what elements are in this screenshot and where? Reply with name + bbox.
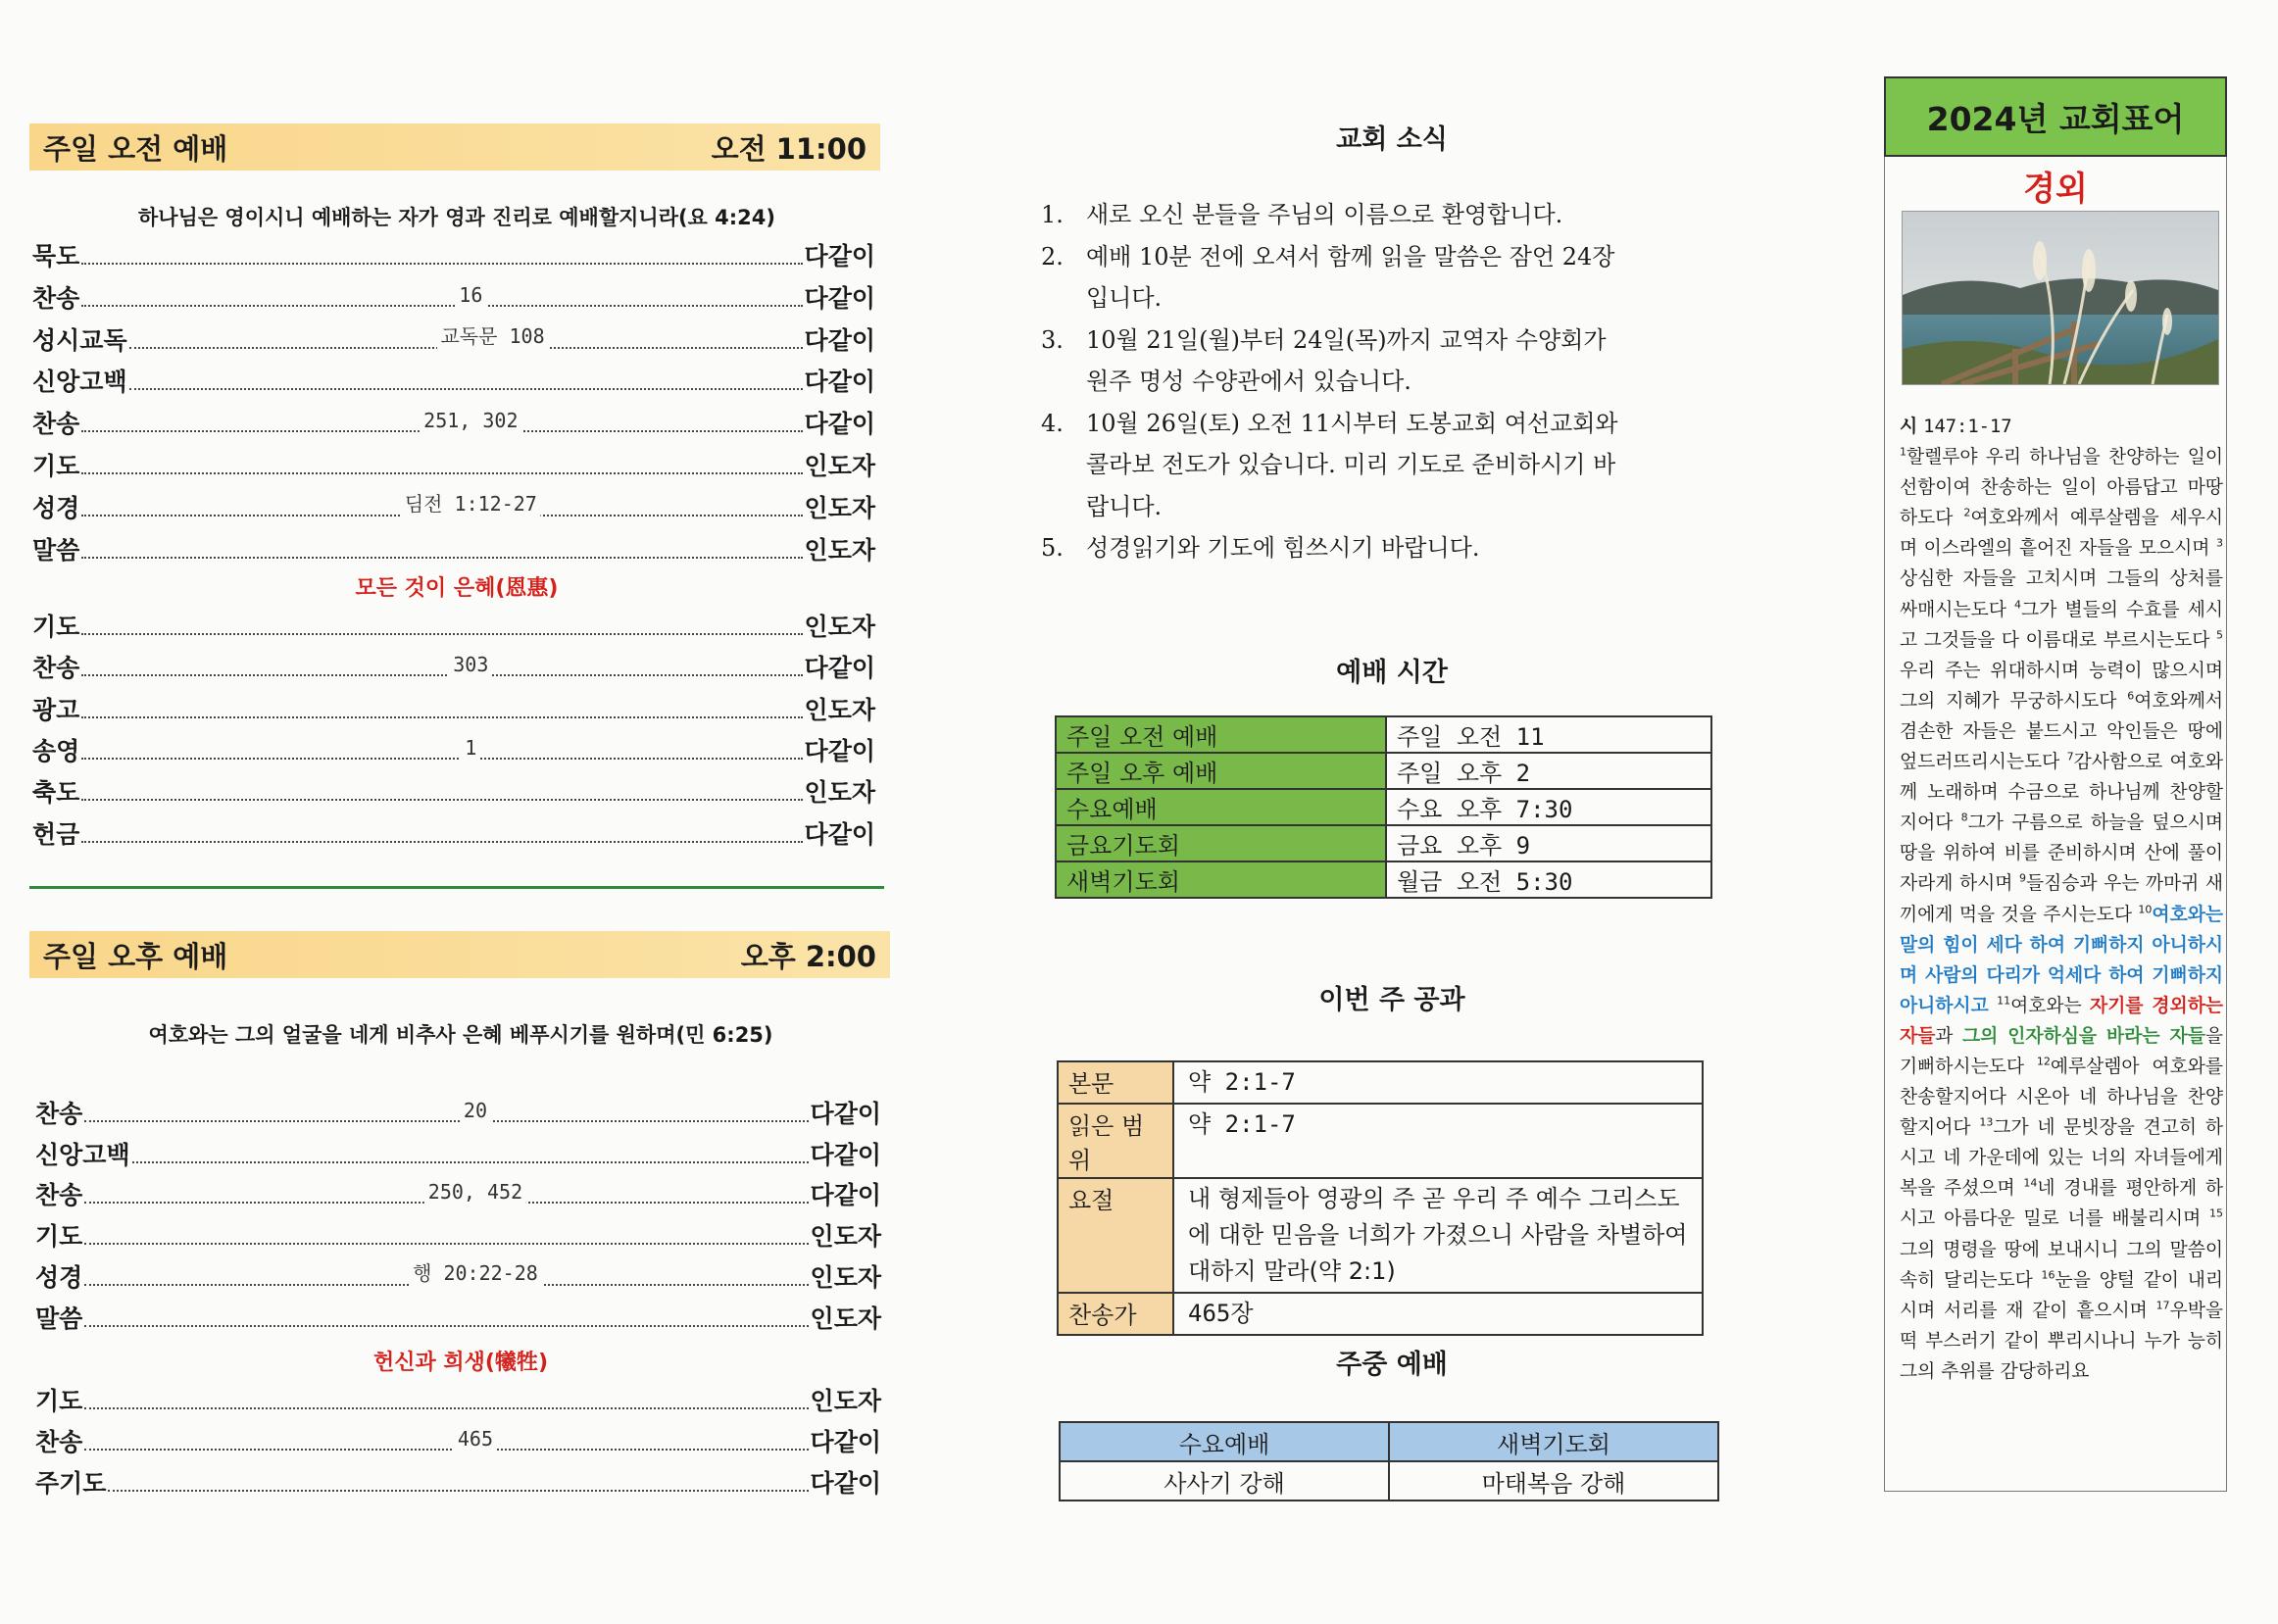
order-item-detail: 20 <box>460 1099 491 1122</box>
order-item <box>32 813 875 851</box>
lesson-title: 이번 주 공과 <box>1318 985 1465 1015</box>
news-text: 랍니다. <box>1086 492 1163 520</box>
order-item <box>32 606 875 643</box>
order-item-label: 성경 <box>32 493 80 522</box>
news-line <box>1041 444 1688 486</box>
order-item-label: 기도 <box>32 613 80 641</box>
afternoon-service-header <box>29 931 890 978</box>
lesson-value: 약 2:1-7 <box>1173 1104 1703 1178</box>
news-line <box>1041 403 1688 445</box>
service-time: 주일 오후 2 <box>1386 753 1711 789</box>
leader-dots <box>108 1489 808 1492</box>
leader-dots <box>81 556 802 559</box>
news-number: 5. <box>1041 534 1064 562</box>
pampas-grass-photo <box>1902 211 2219 385</box>
news-text: 10월 26일(토) 오전 11시부터 도봉교회 여선교회와 <box>1086 409 1618 437</box>
lesson-value: 465장 <box>1173 1293 1703 1335</box>
news-indent <box>1041 277 1086 320</box>
order-item-detail: 465 <box>454 1427 497 1451</box>
order-item-label: 말씀 <box>32 535 80 565</box>
order-item <box>35 1462 881 1500</box>
afternoon-sermon-title: 헌신과 희생(犧牲) <box>372 1351 549 1375</box>
service-name: 수요예배 <box>1056 789 1386 825</box>
order-item-label: 성경 <box>35 1262 83 1292</box>
leader-dots <box>84 1242 808 1245</box>
order-item <box>35 1215 881 1253</box>
order-item <box>32 689 875 726</box>
motto-title-box <box>1884 76 2227 157</box>
news-text: 성경읽기와 기도에 힘쓰시기 바랍니다. <box>1086 534 1480 562</box>
leader-dots <box>84 1180 808 1205</box>
order-item-label: 찬송 <box>32 410 80 439</box>
morning-verse: 하나님은 영이시니 예배하는 자가 영과 진리로 예배할지니라(요 4:24) <box>137 206 776 229</box>
order-item-label: 성시교독 <box>32 325 127 355</box>
order-item-label: 찬송 <box>35 1428 83 1456</box>
order-item <box>32 320 875 357</box>
order-item-label: 기도 <box>35 1222 83 1252</box>
order-item <box>35 1134 881 1171</box>
weekday-value-wed: 사사기 강해 <box>1060 1461 1389 1501</box>
morning-service-title: 주일 오전 예배 <box>43 131 228 166</box>
leader-dots <box>81 653 802 677</box>
news-line <box>1041 361 1688 403</box>
leader-dots <box>81 282 802 307</box>
leader-dots <box>81 735 802 760</box>
order-item <box>32 529 875 566</box>
order-item-label: 묵도 <box>32 242 80 271</box>
section-divider <box>29 886 884 889</box>
morning-sermon-title: 모든 것이 은혜(恩惠) <box>355 576 559 601</box>
order-item-leader: 인도자 <box>810 1387 881 1415</box>
order-item-detail: 교독문 108 <box>436 320 548 349</box>
afternoon-verse: 여호와는 그의 얼굴을 네게 비추사 은혜 베푸시기를 원하며(민 6:25) <box>148 1023 773 1047</box>
news-number: 2. <box>1041 242 1064 271</box>
news-line <box>1041 194 1688 236</box>
leader-dots <box>132 1160 809 1163</box>
order-item-leader: 다같이 <box>804 325 875 355</box>
news-line <box>1041 486 1688 528</box>
order-item-label: 광고 <box>32 695 80 724</box>
news-text: 예배 10분 전에 오셔서 함께 읽을 말씀은 잠언 24장 <box>1086 242 1615 271</box>
service-time: 주일 오전 11 <box>1386 716 1711 753</box>
afternoon-service-title: 주일 오후 예배 <box>43 939 228 973</box>
order-item <box>35 1298 881 1335</box>
leader-dots <box>81 632 802 635</box>
news-text: 10월 21일(월)부터 24일(목)까지 교역자 수양회가 <box>1086 325 1607 354</box>
weekday-table <box>1059 1421 1719 1501</box>
order-item <box>35 1256 881 1294</box>
order-item-leader: 인도자 <box>804 695 875 724</box>
lesson-row <box>1058 1293 1703 1335</box>
lesson-key: 찬송가 <box>1058 1293 1173 1335</box>
order-item-leader: 인도자 <box>810 1304 881 1333</box>
news-number: 3. <box>1041 325 1064 354</box>
order-item-label: 찬송 <box>32 283 80 313</box>
leader-dots <box>81 491 802 517</box>
order-item-label: 헌금 <box>32 819 80 849</box>
leader-dots <box>81 715 802 718</box>
order-item-leader: 인도자 <box>804 535 875 565</box>
order-item <box>35 1421 881 1458</box>
order-item-leader: 다같이 <box>810 1140 881 1169</box>
news-text: 입니다. <box>1086 284 1163 312</box>
leader-dots <box>84 1324 808 1327</box>
psalm-reference: 147:1-17 <box>1923 417 2012 437</box>
motto-word: 경외 <box>2023 170 2088 209</box>
lesson-row <box>1058 1104 1703 1178</box>
order-item-label: 찬송 <box>32 654 80 683</box>
order-item-leader: 다같이 <box>810 1100 881 1128</box>
leader-dots <box>81 840 802 843</box>
news-line <box>1041 527 1688 569</box>
order-item-leader: 다같이 <box>810 1469 881 1498</box>
order-item <box>32 647 875 684</box>
leader-dots <box>84 1427 808 1451</box>
leader-dots <box>129 387 803 390</box>
psalm-text: 시 147:1-17 $^1$할렐루야 우리 하나님을 찬양하는 일이 선함이여 찬송하는 일이 아름답고 마땅하도다 $^2$여호와께서 예루살렘을 세우시며 이스라엘의 흩어진 자들을 모으시며 $^3$상심한 자들을 고치시며 그들의 상처를 싸매시는도다 $^4$그가 별들의 수효를 세시고 그것들을 다 이름대로 부르시는도다 $^5$우리 주는 위대하시며 능력이 많으시며 그의 지혜가 무궁하시도다 $^6$여호와께서 겸손한 자들은 붙드시고 악인들은 땅에 엎드러뜨리시는도다 $^7$감사함으로 여호와께 노래하며 수금으로 하나님께 찬양할지어다 $^8$그가 구름으로 하늘을 덮으시며 땅을 위하여 비를 준비하시며 산에 풀이 자라게 하시며 $^9$들짐승과 우는 까마귀 새끼에게 먹을 것을 주시는도다 $^{10}$여호와는 말의 힘이 세다 하여 기뻐하지 아니하시며 사람의 다리가 억세다 하여 기뻐하지 아니하시고 $^{11}$여호와는 자기를 경외하는 자들과 그의 인자하심을 바라는 자들을 기뻐하시는도다 $^{12}$예루살렘아 여호와를 찬송할지어다 시온아 네 하나님을 찬양할지어다 $^{13}$그가 네 문빗장을 견고히 하시고 네 가운데에 있는 너의 자녀들에게 복을 주셨으며 $^{14}$네 경내를 평안하게 하시고 아름다운 밀로 너를 배불리시며 $^{15}$그의 명령을 땅에 보내시니 그의 말씀이 속히 달리는도다 $^{16}$눈을 양털 같이 내리시며 서리를 재 같이 흩으시며 $^{17}$우박을 떡 부스러기 같이 뿌리시나니 누가 능히 그의 추위를 감당하리요 <box>1900 417 2224 1382</box>
service-time: 수요 오후 7:30 <box>1386 789 1711 825</box>
order-item-leader: 인도자 <box>810 1222 881 1252</box>
news-text: 새로 오신 분들을 주님의 이름으로 환영합니다. <box>1086 201 1563 228</box>
lesson-row <box>1058 1061 1703 1104</box>
order-item-detail: 1 <box>461 736 480 760</box>
service-times-title: 예배 시간 <box>1336 658 1448 688</box>
order-item <box>32 730 875 767</box>
order-item <box>35 1174 881 1211</box>
order-item-leader: 다같이 <box>804 654 875 683</box>
leader-dots <box>81 471 802 474</box>
lesson-table <box>1057 1060 1704 1336</box>
order-item-label: 찬송 <box>35 1100 83 1128</box>
order-item-label: 주기도 <box>35 1469 107 1498</box>
service-time-row <box>1056 716 1711 753</box>
psalm-book: 시 <box>1900 417 1918 437</box>
order-item-label: 신앙고백 <box>32 368 127 397</box>
order-item-detail: 250, 452 <box>424 1180 526 1204</box>
order-item-detail: 16 <box>455 283 486 307</box>
order-item-leader: 다같이 <box>810 1181 881 1210</box>
weekday-title: 주중 예배 <box>1336 1350 1448 1380</box>
news-text: 원주 명성 수양관에서 있습니다. <box>1086 368 1411 395</box>
lesson-key: 본문 <box>1058 1061 1173 1104</box>
order-item-label: 찬송 <box>35 1181 83 1210</box>
order-item-detail: 251, 302 <box>420 409 521 432</box>
order-item <box>35 1380 881 1417</box>
lesson-value: 약 2:1-7 <box>1173 1061 1703 1104</box>
news-indent <box>1041 486 1086 528</box>
order-item <box>32 235 875 272</box>
weekday-value-dawn: 마태복음 강해 <box>1389 1461 1718 1501</box>
order-item-detail: 딤전 1:12-27 <box>401 488 541 517</box>
news-text: 콜라보 전도가 있습니다. 미리 기도로 준비하시기 바 <box>1086 451 1616 478</box>
service-name: 금요기도회 <box>1056 825 1386 861</box>
order-item-label: 기도 <box>35 1387 83 1415</box>
leader-dots <box>81 262 802 265</box>
motto-title: 2024년 교회표어 <box>1926 99 2185 138</box>
service-time-row <box>1056 753 1711 789</box>
news-number: 4. <box>1041 409 1064 437</box>
order-item-label: 송영 <box>32 736 80 765</box>
service-time-row <box>1056 825 1711 861</box>
order-item <box>32 771 875 809</box>
service-time: 금요 오후 9 <box>1386 825 1711 861</box>
order-item <box>32 361 875 398</box>
order-item-leader: 다같이 <box>804 368 875 397</box>
news-title: 교회 소식 <box>1336 124 1448 155</box>
service-name: 새벽기도회 <box>1056 861 1386 898</box>
weekday-header-wed: 수요예배 <box>1060 1422 1389 1461</box>
leader-dots <box>81 798 802 801</box>
service-name: 주일 오후 예배 <box>1056 753 1386 789</box>
news-number: 1. <box>1041 201 1064 228</box>
order-item-detail: 303 <box>449 653 492 676</box>
order-item-leader: 인도자 <box>804 778 875 808</box>
order-item-leader: 인도자 <box>804 613 875 641</box>
order-item <box>32 445 875 482</box>
order-item-leader: 다같이 <box>804 819 875 849</box>
order-item-leader: 다같이 <box>804 410 875 439</box>
news-list <box>1041 194 1688 569</box>
order-item-leader: 다같이 <box>804 283 875 313</box>
leader-dots <box>84 1099 808 1122</box>
leader-dots <box>129 323 803 349</box>
order-item <box>32 277 875 315</box>
order-item-detail: 행 20:22-28 <box>409 1257 542 1286</box>
news-indent <box>1041 444 1086 486</box>
service-time: 월금 오전 5:30 <box>1386 861 1711 898</box>
order-item-leader: 다같이 <box>804 242 875 271</box>
order-item-leader: 다같이 <box>804 736 875 765</box>
order-item-leader: 인도자 <box>810 1262 881 1292</box>
service-time-row <box>1056 789 1711 825</box>
order-item-label: 신앙고백 <box>35 1140 130 1169</box>
service-name: 주일 오전 예배 <box>1056 716 1386 753</box>
news-indent <box>1041 361 1086 403</box>
lesson-row <box>1058 1178 1703 1293</box>
leader-dots <box>81 409 802 433</box>
news-line <box>1041 236 1688 278</box>
news-line <box>1041 320 1688 362</box>
leader-dots <box>84 1260 808 1286</box>
order-item <box>32 403 875 440</box>
order-item-leader: 인도자 <box>804 452 875 480</box>
lesson-key: 요절 <box>1058 1178 1173 1293</box>
order-item <box>32 487 875 524</box>
lesson-value: 내 형제들아 영광의 주 곧 우리 주 예수 그리스도에 대한 믿음을 너희가 가졌으니 사람을 차별하여 대하지 말라(약 2:1) <box>1173 1178 1703 1293</box>
order-item-label: 축도 <box>32 778 80 808</box>
order-item-leader: 다같이 <box>810 1428 881 1456</box>
order-item <box>35 1093 881 1130</box>
news-line <box>1041 277 1688 320</box>
morning-service-time: 오전 11:00 <box>711 131 867 166</box>
service-time-row <box>1056 861 1711 898</box>
weekday-header-dawn: 새벽기도회 <box>1389 1422 1718 1461</box>
service-times-table <box>1055 715 1712 899</box>
morning-service-header <box>29 123 880 171</box>
lesson-key: 읽은 범위 <box>1058 1104 1173 1178</box>
order-item-label: 말씀 <box>35 1304 83 1333</box>
leader-dots <box>84 1406 808 1409</box>
afternoon-service-time: 오후 2:00 <box>740 939 876 973</box>
order-item-leader: 인도자 <box>804 493 875 522</box>
order-item-label: 기도 <box>32 452 80 480</box>
